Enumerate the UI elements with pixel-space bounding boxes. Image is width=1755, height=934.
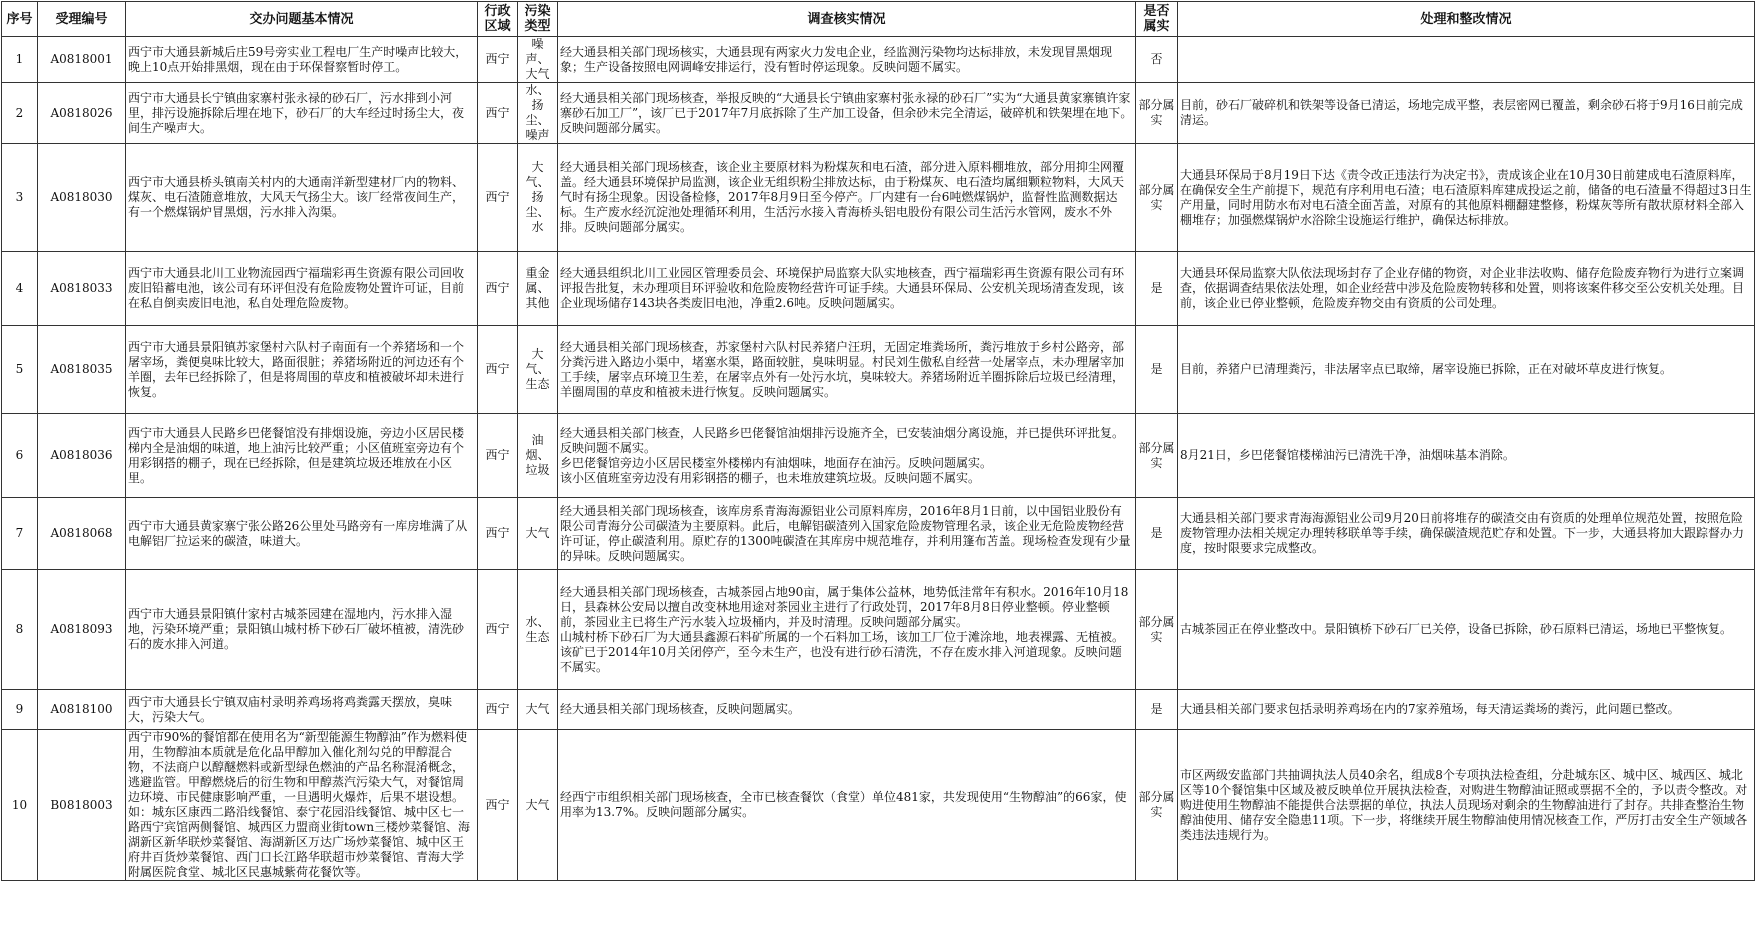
- cell-pollution: 大气、生态: [518, 326, 558, 414]
- cell-issue: 西宁市大通县黄家寨宁张公路26公里处马路旁有一库房堆满了从电解铝厂拉运来的碳渣，味道大。: [126, 498, 478, 570]
- cell-pollution: 噪声、大气: [518, 37, 558, 83]
- cell-seq: 1: [2, 37, 38, 83]
- cell-handling: 目前，砂石厂破碎机和铁架等设备已清运，场地完成平整，表层密网已覆盖，剩余砂石将于9月16日前完成清运。: [1178, 83, 1755, 144]
- table-row: [2, 83, 1755, 144]
- cell-region: 西宁: [478, 83, 518, 144]
- cell-handling: 市区两级安监部门共抽调执法人员40余名，组成8个专项执法检查组，分赴城东区、城中区、城西区、城北区等10个餐馆集中区域及被反映单位开展执法检查，对购进生物醇油证照或票据不全的，予以责令整改。对购进使用生物醇油不能提供合法票据的单位，执法人员现场对剩余的生物醇油进行了封存。共排查整治生物醇油使用、储存安全隐患11项。下一步，将继续开展生物醇油使用情况核查工作，严厉打击安全生产领域各类违法违规行为。: [1178, 730, 1755, 881]
- cell-code: A0818033: [38, 252, 126, 326]
- cell-seq: 5: [2, 326, 38, 414]
- cell-handling: 大通县相关部门要求青海海源铝业公司9月20日前将堆存的碳渣交由有资质的处理单位规范处置，按照危险废物管理办法相关规定办理转移联单等手续，确保碳渣规范贮存和处置。下一步，大通县将加大跟踪督办力度，按时限要求完成整改。: [1178, 498, 1755, 570]
- cell-region: 西宁: [478, 690, 518, 730]
- cell-pollution: 重金属、其他: [518, 252, 558, 326]
- cell-pollution: 水、生态: [518, 570, 558, 690]
- cell-seq: 4: [2, 252, 38, 326]
- cell-seq: 7: [2, 498, 38, 570]
- cell-pollution: 大气: [518, 498, 558, 570]
- cell-investigation: 经大通县相关部门现场核查，该企业主要原材料为粉煤灰和电石渣，部分进入原料棚堆放，部分用抑尘网覆盖。经大通县环境保护局监测，该企业无组织粉尘排放达标，由于粉煤灰、电石渣均属细颗粒物料，大风天气时有扬尘现象。因设备检修，2017年8月9日至今停产。厂内建有一台6吨燃煤锅炉，监督性监测数据达标。生产废水经沉淀池处理循环利用，生活污水接入青海桥头铝电股份有限公司生活污水管网，废水不外排。反映问题部分属实。: [558, 144, 1136, 252]
- cell-issue: 西宁市大通县北川工业物流园西宁福瑞彩再生资源有限公司回收废旧铅蓄电池，该公司有环评但没有危险废物处置许可证，目前在私自倒卖废旧电池，私自处理危险废物。: [126, 252, 478, 326]
- cell-issue: 西宁市大通县新城后庄59号旁实业工程电厂生产时噪声比较大，晚上10点开始排黑烟，现在由于环保督察暂时停工。: [126, 37, 478, 83]
- cell-investigation: 经大通县相关部门核查，人民路乡巴佬餐馆油烟排污设施齐全，已安装油烟分离设施，并已提供环评批复。反映问题不属实。 乡巴佬餐馆旁边小区居民楼室外楼梯内有油烟味，地面存在油污。反映问题属实。 该小区值班室旁边没有用彩钢搭的棚子，也未堆放建筑垃圾。反映问题不属实。: [558, 414, 1136, 498]
- table-row: [2, 326, 1755, 414]
- cell-code: A0818035: [38, 326, 126, 414]
- cell-code: A0818093: [38, 570, 126, 690]
- table-row: [2, 690, 1755, 730]
- cell-verified: 部分属实: [1136, 414, 1178, 498]
- cell-investigation: 经大通县相关部门现场核查，古城茶园占地90亩，属于集体公益林，地势低洼常年有积水。2016年10月18日，县森林公安局以擅自改变林地用途对茶园业主进行了行政处罚，2017年8月8日停业整顿。停业整顿前，茶园业主已将生产污水装入垃圾桶内，并及时清理。反映问题部分属实。 山城村桥下砂石厂为大通县鑫源石料矿所属的一个石料加工场，该加工厂位于滩涂地，地表裸露、无植被。该矿已于2014年10月关闭停产，至今未生产，也没有进行砂石清洗，不存在废水排入河道现象。反映问题不属实。: [558, 570, 1136, 690]
- table-row: [2, 37, 1755, 83]
- inspection-table: [1, 1, 1755, 881]
- cell-issue: 西宁市90%的餐馆都在使用名为“新型能源生物醇油”作为燃料使用，生物醇油本质就是危化品甲醇加入催化剂勾兑的甲醇混合物，不法商户以醇醚燃料或新型绿色燃油的产品名称混淆概念，逃避监管。甲醇燃烧后的衍生物和甲醇蒸汽污染大气，对餐馆周边环境、市民健康影响严重，一旦遇明火爆炸，后果不堪设想。如：城东区康西二路沿线餐馆、泰宁花园沿线餐馆、城中区七一路西宁宾馆两侧餐馆、城西区力盟商业街town三楼炒菜餐馆、海湖新区新华联炒菜餐馆、海湖新区万达广场炒菜餐馆、城中区王府井百货炒菜餐馆、西门口长江路华联超市炒菜餐馆、青海大学附属医院食堂、城北区民惠城紫荷花餐饮等。: [126, 730, 478, 881]
- cell-region: 西宁: [478, 570, 518, 690]
- cell-handling: 大通县环保局于8月19日下达《责令改正违法行为决定书》，责成该企业在10月30日前建成电石渣原料库，在确保安全生产前提下，规范有序利用电石渣；电石渣原料库建成投运之前，储备的电石渣量不得超过3日生产用量，同时用防水布对电石渣全面苫盖，对原有的其他原料棚翻建整修，粉煤灰等所有散状原材料全部入棚堆存；加强燃煤锅炉水浴除尘设施运行维护，确保达标排放。: [1178, 144, 1755, 252]
- cell-investigation: 经大通县相关部门现场核查，反映问题属实。: [558, 690, 1136, 730]
- cell-code: A0818036: [38, 414, 126, 498]
- cell-code: B0818003: [38, 730, 126, 881]
- cell-handling: 大通县相关部门要求包括录明养鸡场在内的7家养殖场，每天清运粪场的粪污，此问题已整改。: [1178, 690, 1755, 730]
- cell-seq: 10: [2, 730, 38, 881]
- cell-issue: 西宁市大通县景阳镇什家村古城茶园建在湿地内，污水排入湿地，污染环境严重；景阳镇山城村桥下砂石厂破坏植被，清洗砂石的废水排入河道。: [126, 570, 478, 690]
- cell-code: A0818030: [38, 144, 126, 252]
- header-handling: 处理和整改情况: [1178, 2, 1755, 37]
- cell-investigation: 经大通县相关部门现场核查，苏家堡村六队村民养猪户汪玥，无固定堆粪场所，粪污堆放于乡村公路旁，部分粪污进入路边小渠中，堵塞水渠，路面较脏，臭味明显。村民刘生傲私自经营一处屠宰点，未办理屠宰加工手续，屠宰点环境卫生差，在屠宰点外有一处污水坑，臭味较大。养猪场附近羊圈拆除后垃圾已经清理，羊圈周围的草皮和植被未进行恢复。反映问题属实。: [558, 326, 1136, 414]
- cell-region: 西宁: [478, 326, 518, 414]
- cell-handling: 8月21日，乡巴佬餐馆楼梯油污已清洗干净，油烟味基本消除。: [1178, 414, 1755, 498]
- cell-issue: 西宁市大通县景阳镇苏家堡村六队村子南面有一个养猪场和一个屠宰场，粪便臭味比较大，路面很脏；养猪场附近的河边还有个羊圈，去年已经拆除了，但是将周围的草皮和植被破坏却未进行恢复。: [126, 326, 478, 414]
- table-row: [2, 730, 1755, 881]
- header-verified: 是否属实: [1136, 2, 1178, 37]
- cell-region: 西宁: [478, 252, 518, 326]
- cell-verified: 是: [1136, 498, 1178, 570]
- cell-handling: 目前，养猪户已清理粪污，非法屠宰点已取缔，屠宰设施已拆除，正在对破坏草皮进行恢复。: [1178, 326, 1755, 414]
- cell-investigation: 经大通县组织北川工业园区管理委员会、环境保护局监察大队实地核查，西宁福瑞彩再生资源有限公司有环评报告批复，未办理项目环评验收和危险废物经营许可证手续。大通县环保局、公安机关现场清查发现，该企业现场储存143块各类废旧电池，净重2.6吨。反映问题属实。: [558, 252, 1136, 326]
- cell-verified: 部分属实: [1136, 730, 1178, 881]
- table-row: [2, 144, 1755, 252]
- cell-investigation: 经大通县相关部门现场核实，大通县现有两家火力发电企业，经监测污染物均达标排放，未发现冒黑烟现象；生产设备按照电网调峰安排运行，没有暂时停运现象。反映问题不属实。: [558, 37, 1136, 83]
- cell-issue: 西宁市大通县桥头镇南关村内的大通南洋新型建材厂内的物料、煤灰、电石渣随意堆放，大风天气扬尘大。该厂经常夜间生产，有一个燃煤锅炉冒黑烟，污水排入沟渠。: [126, 144, 478, 252]
- cell-handling: 古城茶园正在停业整改中。景阳镇桥下砂石厂已关停，设备已拆除，砂石原料已清运，场地已平整恢复。: [1178, 570, 1755, 690]
- cell-region: 西宁: [478, 498, 518, 570]
- cell-seq: 6: [2, 414, 38, 498]
- cell-region: 西宁: [478, 414, 518, 498]
- cell-verified: 否: [1136, 37, 1178, 83]
- cell-code: A0818001: [38, 37, 126, 83]
- cell-region: 西宁: [478, 730, 518, 881]
- cell-pollution: 油烟、垃圾: [518, 414, 558, 498]
- header-code: 受理编号: [38, 2, 126, 37]
- cell-verified: 部分属实: [1136, 570, 1178, 690]
- table-row: [2, 570, 1755, 690]
- cell-region: 西宁: [478, 144, 518, 252]
- cell-seq: 9: [2, 690, 38, 730]
- table-row: [2, 414, 1755, 498]
- cell-pollution: 水、扬尘、噪声: [518, 83, 558, 144]
- cell-seq: 2: [2, 83, 38, 144]
- header-seq: 序号: [2, 2, 38, 37]
- cell-handling: 大通县环保局监察大队依法现场封存了企业存储的物资，对企业非法收购、储存危险废弃物行为进行立案调查，依据调查结果依法处理，如企业经营中涉及危险废物转移和处置，则将该案件移交至公安机关处理。目前，该企业已停业整顿，危险废弃物交由有资质的公司处理。: [1178, 252, 1755, 326]
- cell-seq: 8: [2, 570, 38, 690]
- cell-pollution: 大气: [518, 730, 558, 881]
- cell-verified: 部分属实: [1136, 83, 1178, 144]
- cell-investigation: 经大通县相关部门现场核查，举报反映的“大通县长宁镇曲家寨村张永禄的砂石厂”实为“大通县黄家寨镇许家寨砂石加工厂”，该厂已于2017年7月底拆除了生产加工设备，但余砂未完全清运，破碎机和铁架埋在地下。反映问题部分属实。: [558, 83, 1136, 144]
- header-region: 行政区域: [478, 2, 518, 37]
- cell-verified: 部分属实: [1136, 144, 1178, 252]
- cell-pollution: 大气: [518, 690, 558, 730]
- table-row: [2, 498, 1755, 570]
- cell-code: A0818026: [38, 83, 126, 144]
- cell-verified: 是: [1136, 326, 1178, 414]
- cell-investigation: 经大通县相关部门现场核查，该库房系青海海源铝业公司原料库房，2016年8月1日前，以中国铝业股份有限公司青海分公司碳渣为主要原料。此后，电解铝碳渣列入国家危险废物管理名录，该企业无危险废物经营许可证，停止碳渣利用。原贮存的1300吨碳渣在其库房中规范堆存，并利用篷布苫盖。现场检查发现有少量的异味。反映问题属实。: [558, 498, 1136, 570]
- header-row: [2, 2, 1755, 37]
- cell-issue: 西宁市大通县人民路乡巴佬餐馆没有排烟设施，旁边小区居民楼梯内全是油烟的味道，地上油污比较严重；小区值班室旁边有个用彩钢搭的棚子，现在已经拆除，但是建筑垃圾还堆放在小区里。: [126, 414, 478, 498]
- cell-code: A0818068: [38, 498, 126, 570]
- cell-pollution: 大气、扬尘、水: [518, 144, 558, 252]
- cell-issue: 西宁市大通县长宁镇曲家寨村张永禄的砂石厂，污水排到小河里，排污设施拆除后埋在地下，砂石厂的大车经过时扬尘大，夜间生产噪声大。: [126, 83, 478, 144]
- cell-handling: [1178, 37, 1755, 83]
- cell-code: A0818100: [38, 690, 126, 730]
- cell-seq: 3: [2, 144, 38, 252]
- header-issue: 交办问题基本情况: [126, 2, 478, 37]
- cell-verified: 是: [1136, 690, 1178, 730]
- cell-issue: 西宁市大通县长宁镇双庙村录明养鸡场将鸡粪露天摆放，臭味大，污染大气。: [126, 690, 478, 730]
- cell-region: 西宁: [478, 37, 518, 83]
- header-pollution: 污染类型: [518, 2, 558, 37]
- header-investigation: 调查核实情况: [558, 2, 1136, 37]
- cell-verified: 是: [1136, 252, 1178, 326]
- cell-investigation: 经西宁市组织相关部门现场核查，全市已核查餐饮（食堂）单位481家，共发现使用“生物醇油”的66家，使用率为13.7%。反映问题部分属实。: [558, 730, 1136, 881]
- table-row: [2, 252, 1755, 326]
